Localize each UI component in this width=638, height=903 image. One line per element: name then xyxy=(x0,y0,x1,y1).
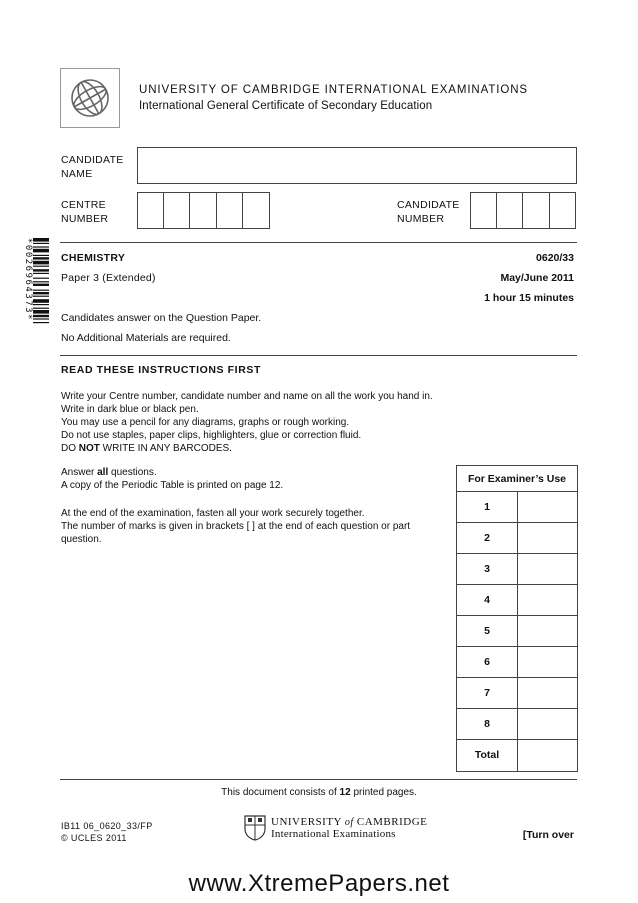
globe-icon xyxy=(61,69,119,127)
barcode-bar xyxy=(33,304,49,305)
question-number-cell: 1 xyxy=(457,492,518,522)
mark-entry-cell[interactable] xyxy=(518,523,577,553)
candidate-name-label: CANDIDATE NAME xyxy=(61,154,124,180)
question-number-cell: 5 xyxy=(457,616,518,646)
mark-entry-cell[interactable] xyxy=(518,492,577,522)
barcode-bar xyxy=(33,299,49,303)
barcode-bar xyxy=(33,273,49,274)
copyright-notice: © UCLES 2011 xyxy=(61,833,127,843)
barcode-bar xyxy=(33,243,49,244)
candidate-name-field[interactable] xyxy=(137,147,577,184)
centre-number-label: CENTRE NUMBER xyxy=(61,199,109,225)
barcode-bar xyxy=(33,281,49,282)
question-number-cell: Total xyxy=(457,740,518,771)
university-heading: UNIVERSITY OF CAMBRIDGE INTERNATIONAL EXAMINATIONS xyxy=(139,84,528,96)
examiner-use-table xyxy=(456,465,578,772)
candidate-number-label: CANDIDATE NUMBER xyxy=(397,199,460,225)
certificate-heading: International General Certificate of Secondary Education xyxy=(139,100,433,112)
mark-entry-cell[interactable] xyxy=(518,554,577,584)
crest-icon xyxy=(244,815,266,841)
examiner-table-row xyxy=(457,740,577,771)
barcode-bar xyxy=(33,290,49,291)
examiner-table-row xyxy=(457,678,577,709)
barcode-bar xyxy=(33,278,49,279)
barcode-bar xyxy=(33,318,49,319)
cambridge-logo xyxy=(244,815,427,841)
barcode-bar xyxy=(33,296,49,297)
logo-line-university: UNIVERSITY of CAMBRIDGE xyxy=(271,816,428,828)
candidate-digit-box[interactable] xyxy=(523,192,550,229)
mark-entry-cell[interactable] xyxy=(518,740,577,771)
barcode-bar xyxy=(33,310,49,314)
centre-digit-box[interactable] xyxy=(190,192,217,229)
divider xyxy=(60,355,577,356)
examiner-table-row xyxy=(457,554,577,585)
exam-session: May/June 2011 xyxy=(500,272,574,284)
candidate-number-field[interactable] xyxy=(470,192,576,229)
examiner-table-title: For Examiner’s Use xyxy=(457,466,577,492)
question-number-cell: 4 xyxy=(457,585,518,615)
subject-title: CHEMISTRY xyxy=(61,252,126,264)
barcode-bar xyxy=(33,249,49,253)
reference-code: IB11 06_0620_33/FP xyxy=(61,821,153,831)
candidate-digit-box[interactable] xyxy=(550,192,577,229)
materials-note: No Additional Materials are required. xyxy=(61,332,231,344)
paper-code: 0620/33 xyxy=(536,252,574,264)
divider xyxy=(60,779,577,780)
answer-on-note: Candidates answer on the Question Paper. xyxy=(61,312,262,324)
instruction-line: You may use a pencil for any diagrams, graphs or rough working. xyxy=(61,417,350,428)
answer-all-line: Answer all questions. xyxy=(61,467,157,478)
centre-number-field[interactable] xyxy=(137,192,270,229)
barcode-bar xyxy=(33,261,49,265)
barcode-bar xyxy=(33,255,49,256)
instruction-line: Do not use staples, paper clips, highlighters, glue or correction fluid. xyxy=(61,430,362,441)
question-number-cell: 7 xyxy=(457,678,518,708)
barcode-bar xyxy=(33,266,49,267)
end-instructions xyxy=(61,507,451,546)
barcode-bar xyxy=(33,284,49,286)
page-count-note: This document consists of 12 printed pages. xyxy=(221,787,417,798)
candidate-digit-box[interactable] xyxy=(497,192,524,229)
barcode-number: *0026964373* xyxy=(23,238,33,322)
candidate-digit-box[interactable] xyxy=(470,192,497,229)
mark-entry-cell[interactable] xyxy=(518,647,577,677)
question-number-cell: 2 xyxy=(457,523,518,553)
mark-entry-cell[interactable] xyxy=(518,616,577,646)
barcode-bar xyxy=(33,315,49,317)
watermark-url: www.XtremePapers.net xyxy=(188,870,450,897)
barcode-image xyxy=(33,238,49,354)
centre-digit-box[interactable] xyxy=(217,192,244,229)
mark-entry-cell[interactable] xyxy=(518,585,577,615)
examiner-table-row xyxy=(457,709,577,740)
paper-name: Paper 3 (Extended) xyxy=(61,272,156,284)
instructions-list xyxy=(61,390,481,455)
question-number-cell: 3 xyxy=(457,554,518,584)
instructions-heading: READ THESE INSTRUCTIONS FIRST xyxy=(61,364,261,376)
divider xyxy=(60,242,577,243)
barcode-bar xyxy=(33,238,49,242)
barcode-bar xyxy=(33,257,49,259)
centre-digit-box[interactable] xyxy=(164,192,191,229)
barcode-bar xyxy=(33,308,49,309)
examiner-table-row xyxy=(457,585,577,616)
barcode-bar xyxy=(33,292,49,294)
answer-instructions xyxy=(61,466,451,492)
marks-line: The number of marks is given in brackets [ ] at the end of each question or part question. xyxy=(61,521,411,545)
fasten-line: At the end of the examination, fasten all your work securely together. xyxy=(61,508,365,519)
examiner-table-row xyxy=(457,523,577,554)
turn-over-note: [Turn over xyxy=(522,829,574,841)
examiner-table-row xyxy=(457,492,577,523)
exam-duration: 1 hour 15 minutes xyxy=(484,292,574,304)
question-number-cell: 8 xyxy=(457,709,518,739)
examiner-table-row xyxy=(457,616,577,647)
instruction-line: Write your Centre number, candidate number and name on all the work you hand in. xyxy=(61,391,433,402)
centre-digit-box[interactable] xyxy=(243,192,270,229)
barcode-bar xyxy=(33,269,49,271)
mark-entry-cell[interactable] xyxy=(518,678,577,708)
periodic-table-line: A copy of the Periodic Table is printed on page 12. xyxy=(61,480,284,491)
instruction-line: Write in dark blue or black pen. xyxy=(61,404,199,415)
instruction-line: DO NOT WRITE IN ANY BARCODES. xyxy=(61,443,232,454)
examiner-table-row xyxy=(457,647,577,678)
mark-entry-cell[interactable] xyxy=(518,709,577,739)
barcode-bar xyxy=(33,246,49,247)
centre-digit-box[interactable] xyxy=(137,192,164,229)
ucie-globe-logo xyxy=(60,68,120,128)
logo-line-international: International Examinations xyxy=(271,828,396,840)
barcode-bar xyxy=(33,322,49,323)
question-number-cell: 6 xyxy=(457,647,518,677)
